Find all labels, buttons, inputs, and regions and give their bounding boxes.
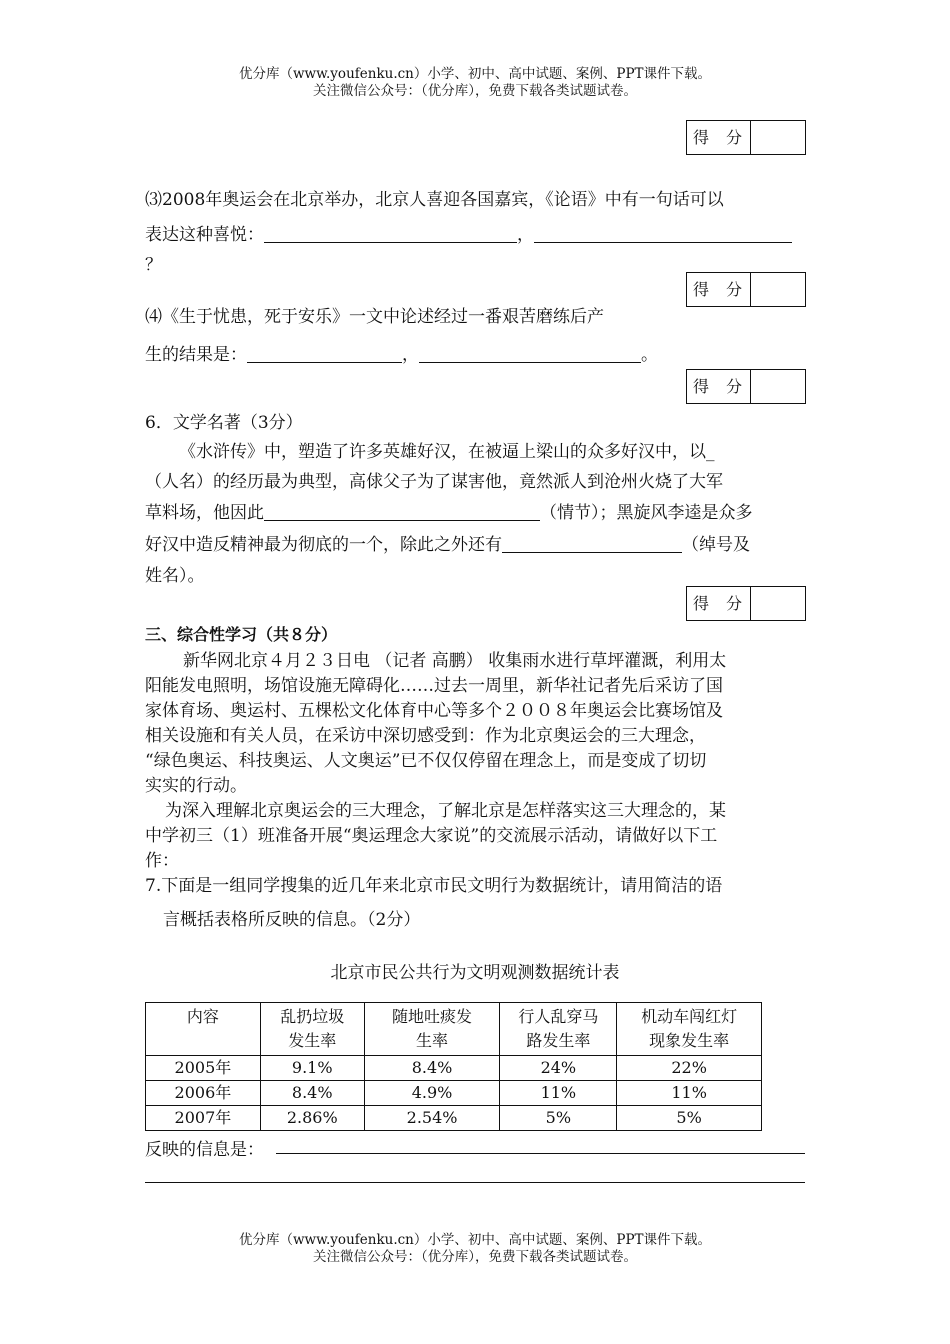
table-cell: 2006年 bbox=[146, 1081, 261, 1106]
q4-comma: ， bbox=[402, 345, 419, 365]
table-header-row bbox=[146, 1003, 762, 1056]
table-cell: 5% bbox=[617, 1106, 762, 1131]
table-row bbox=[146, 1106, 762, 1131]
score-label: 得 分 bbox=[687, 587, 751, 620]
footer-line-2: 关注微信公众号：（优分库），免费下载各类试题试卷。 bbox=[313, 1249, 637, 1265]
table-cell: 11% bbox=[617, 1081, 762, 1106]
page-footer bbox=[0, 1232, 950, 1266]
table-cell: 4.9% bbox=[364, 1081, 500, 1106]
q3-line-1: ⑶2008年奥运会在北京举办，北京人喜迎各国嘉宾，《论语》中有一句话可以 bbox=[145, 190, 724, 210]
table-header-cell: 机动车闯红灯 现象发生率 bbox=[617, 1003, 762, 1056]
table-row bbox=[146, 1081, 762, 1106]
table-cell: 22% bbox=[617, 1056, 762, 1081]
q4-answer-blank-2[interactable] bbox=[419, 345, 641, 363]
score-input[interactable] bbox=[751, 121, 805, 154]
q3-answer-blank-1[interactable] bbox=[264, 225, 517, 243]
q4-line-1: ⑷《生于忧患，死于安乐》一文中论述经过一番艰苦磨练后产 bbox=[145, 307, 604, 327]
q4-answer-blank-1[interactable] bbox=[247, 345, 402, 363]
answer-line-1[interactable] bbox=[276, 1153, 805, 1154]
q6-line-3 bbox=[145, 498, 753, 523]
task-line: 中学初三（1）班准备开展“奥运理念大家说”的交流展示活动，请做好以下工 bbox=[145, 826, 718, 846]
score-input[interactable] bbox=[751, 587, 805, 620]
q3-line-2 bbox=[145, 220, 792, 245]
news-line: 相关设施和有关人员，在采访中深切感受到：作为北京奥运会的三大理念， bbox=[145, 726, 706, 746]
stats-table bbox=[145, 1002, 762, 1131]
q6-line-3-suffix: （情节）；黑旋风李逵是众多 bbox=[540, 503, 753, 523]
table-header-cell: 乱扔垃圾 发生率 bbox=[260, 1003, 364, 1056]
q6-answer-blank-plot[interactable] bbox=[264, 503, 540, 521]
page-header bbox=[0, 66, 950, 100]
table-cell: 24% bbox=[500, 1056, 617, 1081]
q6-title: 6．文学名著（3分） bbox=[145, 413, 303, 433]
task-line: 作： bbox=[145, 851, 179, 871]
answer-line-2[interactable] bbox=[145, 1182, 805, 1183]
table-cell: 2.86% bbox=[260, 1106, 364, 1131]
table-cell: 11% bbox=[500, 1081, 617, 1106]
news-line: “绿色奥运、科技奥运、人文奥运”已不仅仅停留在理念上，而是变成了切切 bbox=[145, 751, 707, 771]
table-cell: 8.4% bbox=[364, 1056, 500, 1081]
section-3-title: 三、综合性学习（共８分） bbox=[145, 625, 338, 644]
header-line-2: 关注微信公众号：（优分库），免费下载各类试题试卷。 bbox=[313, 83, 637, 99]
q3-line-2-prefix: 表达这种喜悦： bbox=[145, 225, 264, 245]
table-cell: 2005年 bbox=[146, 1056, 261, 1081]
table-cell: 2007年 bbox=[146, 1106, 261, 1131]
q6-line-2: （人名）的经历最为典型，高俅父子为了谋害他，竟然派人到沧州火烧了大军 bbox=[145, 472, 723, 492]
task-line: 为深入理解北京奥运会的三大理念，了解北京是怎样落实这三大理念的，某 bbox=[165, 801, 726, 821]
table-caption: 北京市民公共行为文明观测数据统计表 bbox=[330, 963, 620, 983]
news-line: 实实的行动。 bbox=[145, 776, 247, 796]
news-line: 家体育场、奥运村、五棵松文化体育中心等多个２００８年奥运会比赛场馆及 bbox=[145, 701, 723, 721]
q3-answer-blank-2[interactable] bbox=[534, 225, 792, 243]
q7-line-2: 言概括表格所反映的信息。（2分） bbox=[163, 910, 421, 930]
news-line: 阳能发电照明，场馆设施无障碍化……过去一周里，新华社记者先后采访了国 bbox=[145, 676, 723, 696]
score-label: 得 分 bbox=[687, 370, 751, 403]
q6-line-4 bbox=[145, 530, 750, 555]
answer-label: 反映的信息是： bbox=[145, 1140, 264, 1160]
q6-line-4-prefix: 好汉中造反精神最为彻底的一个，除此之外还有 bbox=[145, 535, 502, 555]
table-header-cell: 随地吐痰发 生率 bbox=[364, 1003, 500, 1056]
score-input[interactable] bbox=[751, 273, 805, 306]
news-line: 新华网北京４月２３日电 （记者 高鹏） 收集雨水进行草坪灌溉，利用太 bbox=[183, 651, 727, 671]
footer-line-1: 优分库（www.youfenku.cn）小学、初中、高中试题、案例、PPT课件下载。 bbox=[238, 1232, 712, 1248]
score-box bbox=[686, 369, 806, 404]
score-label: 得 分 bbox=[687, 273, 751, 306]
score-label: 得 分 bbox=[687, 121, 751, 154]
table-cell: 2.54% bbox=[364, 1106, 500, 1131]
table-header-cell: 行人乱穿马 路发生率 bbox=[500, 1003, 617, 1056]
q6-line-1: 《水浒传》中，塑造了许多英雄好汉，在被逼上梁山的众多好汉中，以_ bbox=[179, 442, 715, 462]
table-header-cell: 内容 bbox=[146, 1003, 261, 1056]
score-box bbox=[686, 120, 806, 155]
table-cell: 8.4% bbox=[260, 1081, 364, 1106]
score-box bbox=[686, 586, 806, 621]
q6-line-5: 姓名）。 bbox=[145, 566, 205, 586]
table-row bbox=[146, 1056, 762, 1081]
q7-line-1: 7.下面是一组同学搜集的近几年来北京市民文明行为数据统计，请用简洁的语 bbox=[145, 876, 723, 896]
q3-end: ？ bbox=[145, 255, 162, 275]
q6-line-4-suffix: （绰号及 bbox=[682, 535, 750, 555]
table-cell: 5% bbox=[500, 1106, 617, 1131]
q4-line-2-prefix: 生的结果是： bbox=[145, 345, 247, 365]
score-input[interactable] bbox=[751, 370, 805, 403]
news-paragraph bbox=[145, 649, 815, 899]
q6-line-3-prefix: 草料场，他因此 bbox=[145, 503, 264, 523]
q4-line-2 bbox=[145, 340, 658, 365]
header-line-1: 优分库（www.youfenku.cn）小学、初中、高中试题、案例、PPT课件下载。 bbox=[238, 66, 712, 82]
q3-comma: ， bbox=[517, 225, 534, 245]
table-cell: 9.1% bbox=[260, 1056, 364, 1081]
q4-end: 。 bbox=[641, 345, 658, 365]
q6-answer-blank-hero[interactable] bbox=[502, 535, 682, 553]
score-box bbox=[686, 272, 806, 307]
